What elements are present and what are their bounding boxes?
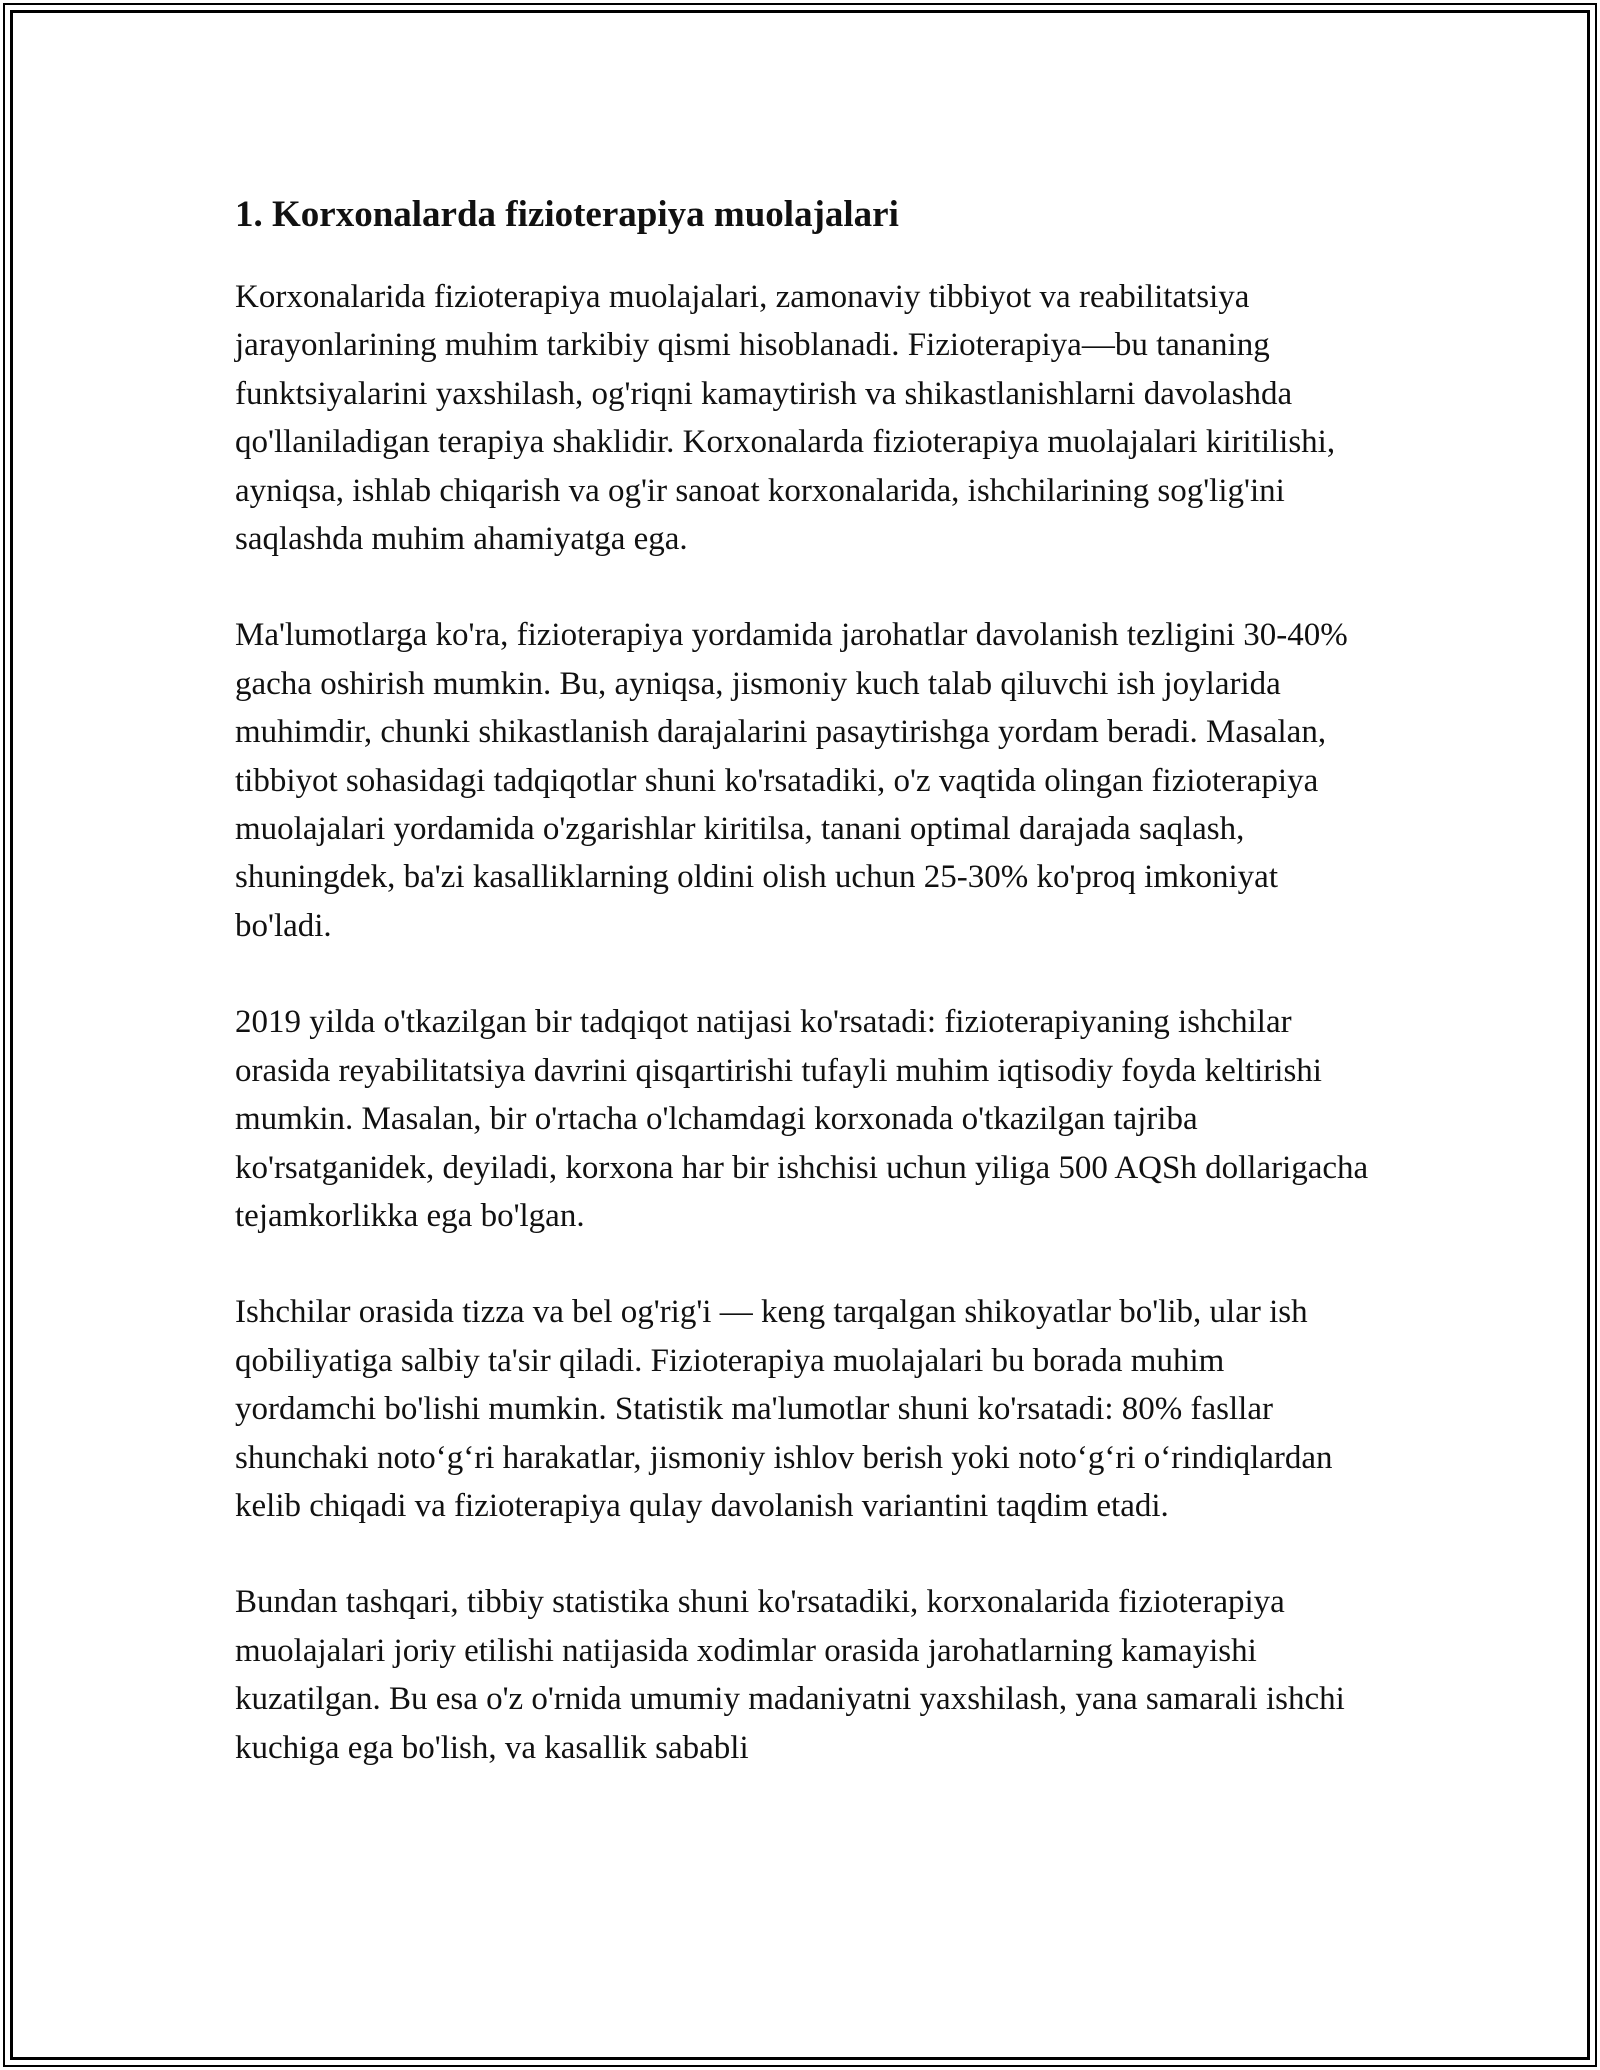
paragraph-1: Korxonalarida fizioterapiya muolajalari, zamonaviy tibbiyot va reabilitatsiya jarayonlarining muhim tarkibiy qismi hisoblanadi. Fizioterapiya—bu tananing funktsiyalarini yaxshilash, og'riqni kamaytirish va shikastlanishlarni davolashda qo'llaniladigan terapiya shaklidir. Korxonalarda fizioterapiya muolajalari kiritilishi, ayniqsa, ishlab chiqarish va og'ir sanoat korxonalarida, ishchilarining sog'lig'ini saqlashda muhim ahamiyatga ega.	[235, 279, 1336, 558]
paragraph-5: Bundan tashqari, tibbiy statistika shuni ko'rsatadiki, korxonalarida fizioterapiya muolajalari joriy etilishi natijasida xodimlar orasida jarohatlarning kamayishi kuzatilgan. Bu esa o'z o'rnida umumiy madaniyatni yaxshilash, yana samarali ishchi kuchiga ega bo'lish, va kasallik sababli	[235, 1584, 1345, 1766]
section-heading: 1. Korxonalarda fizioterapiya muolajalari	[235, 194, 899, 235]
paragraph-4: Ishchilar orasida tizza va bel og'rig'i — keng tarqalgan shikoyatlar bo'lib, ular ish qobiliyatiga salbiy ta'sir qiladi. Fizioterapiya muolajalari bu borada muhim yordamchi bo'lishi mumkin. Statistik ma'lumotlar shuni ko'rsatadi: 80% fasllar shunchaki noto‘g‘ri harakatlar, jismoniy ishlov berish yoki noto‘g‘ri o‘rindiqlardan kelib chiqadi va fizioterapiya qulay davolanish variantini taqdim etadi.	[235, 1294, 1333, 1524]
document-body	[235, 185, 1370, 1820]
paragraph-2: Ma'lumotlarga ko'ra, fizioterapiya yordamida jarohatlar davolanish tezligini 30-40% gacha oshirish mumkin. Bu, ayniqsa, jismoniy kuch talab qiluvchi ish joylarida muhimdir, chunki shikastlanish darajalarini pasaytirishga yordam beradi. Masalan, tibbiyot sohasidagi tadqiqotlar shuni ko'rsatadiki, o'z vaqtida olingan fizioterapiya muolajalari yordamida o'zgarishlar kiritilsa, tanani optimal darajada saqlash, shuningdek, ba'zi kasalliklarning oldini olish uchun 25-30% ko'proq imkoniyat bo'ladi.	[235, 617, 1348, 944]
paragraph-3: 2019 yilda o'tkazilgan bir tadqiqot natijasi ko'rsatadi: fizioterapiyaning ishchilar orasida reyabilitatsiya davrini qisqartirishi tufayli muhim iqtisodiy foyda keltirishi mumkin. Masalan, bir o'rtacha o'lchamdagi korxonada o'tkazilgan tajriba ko'rsatganidek, deyiladi, korxona har bir ishchisi uchun yiliga 500 AQSh dollarigacha tejamkorlikka ega bo'lgan.	[235, 1004, 1369, 1234]
